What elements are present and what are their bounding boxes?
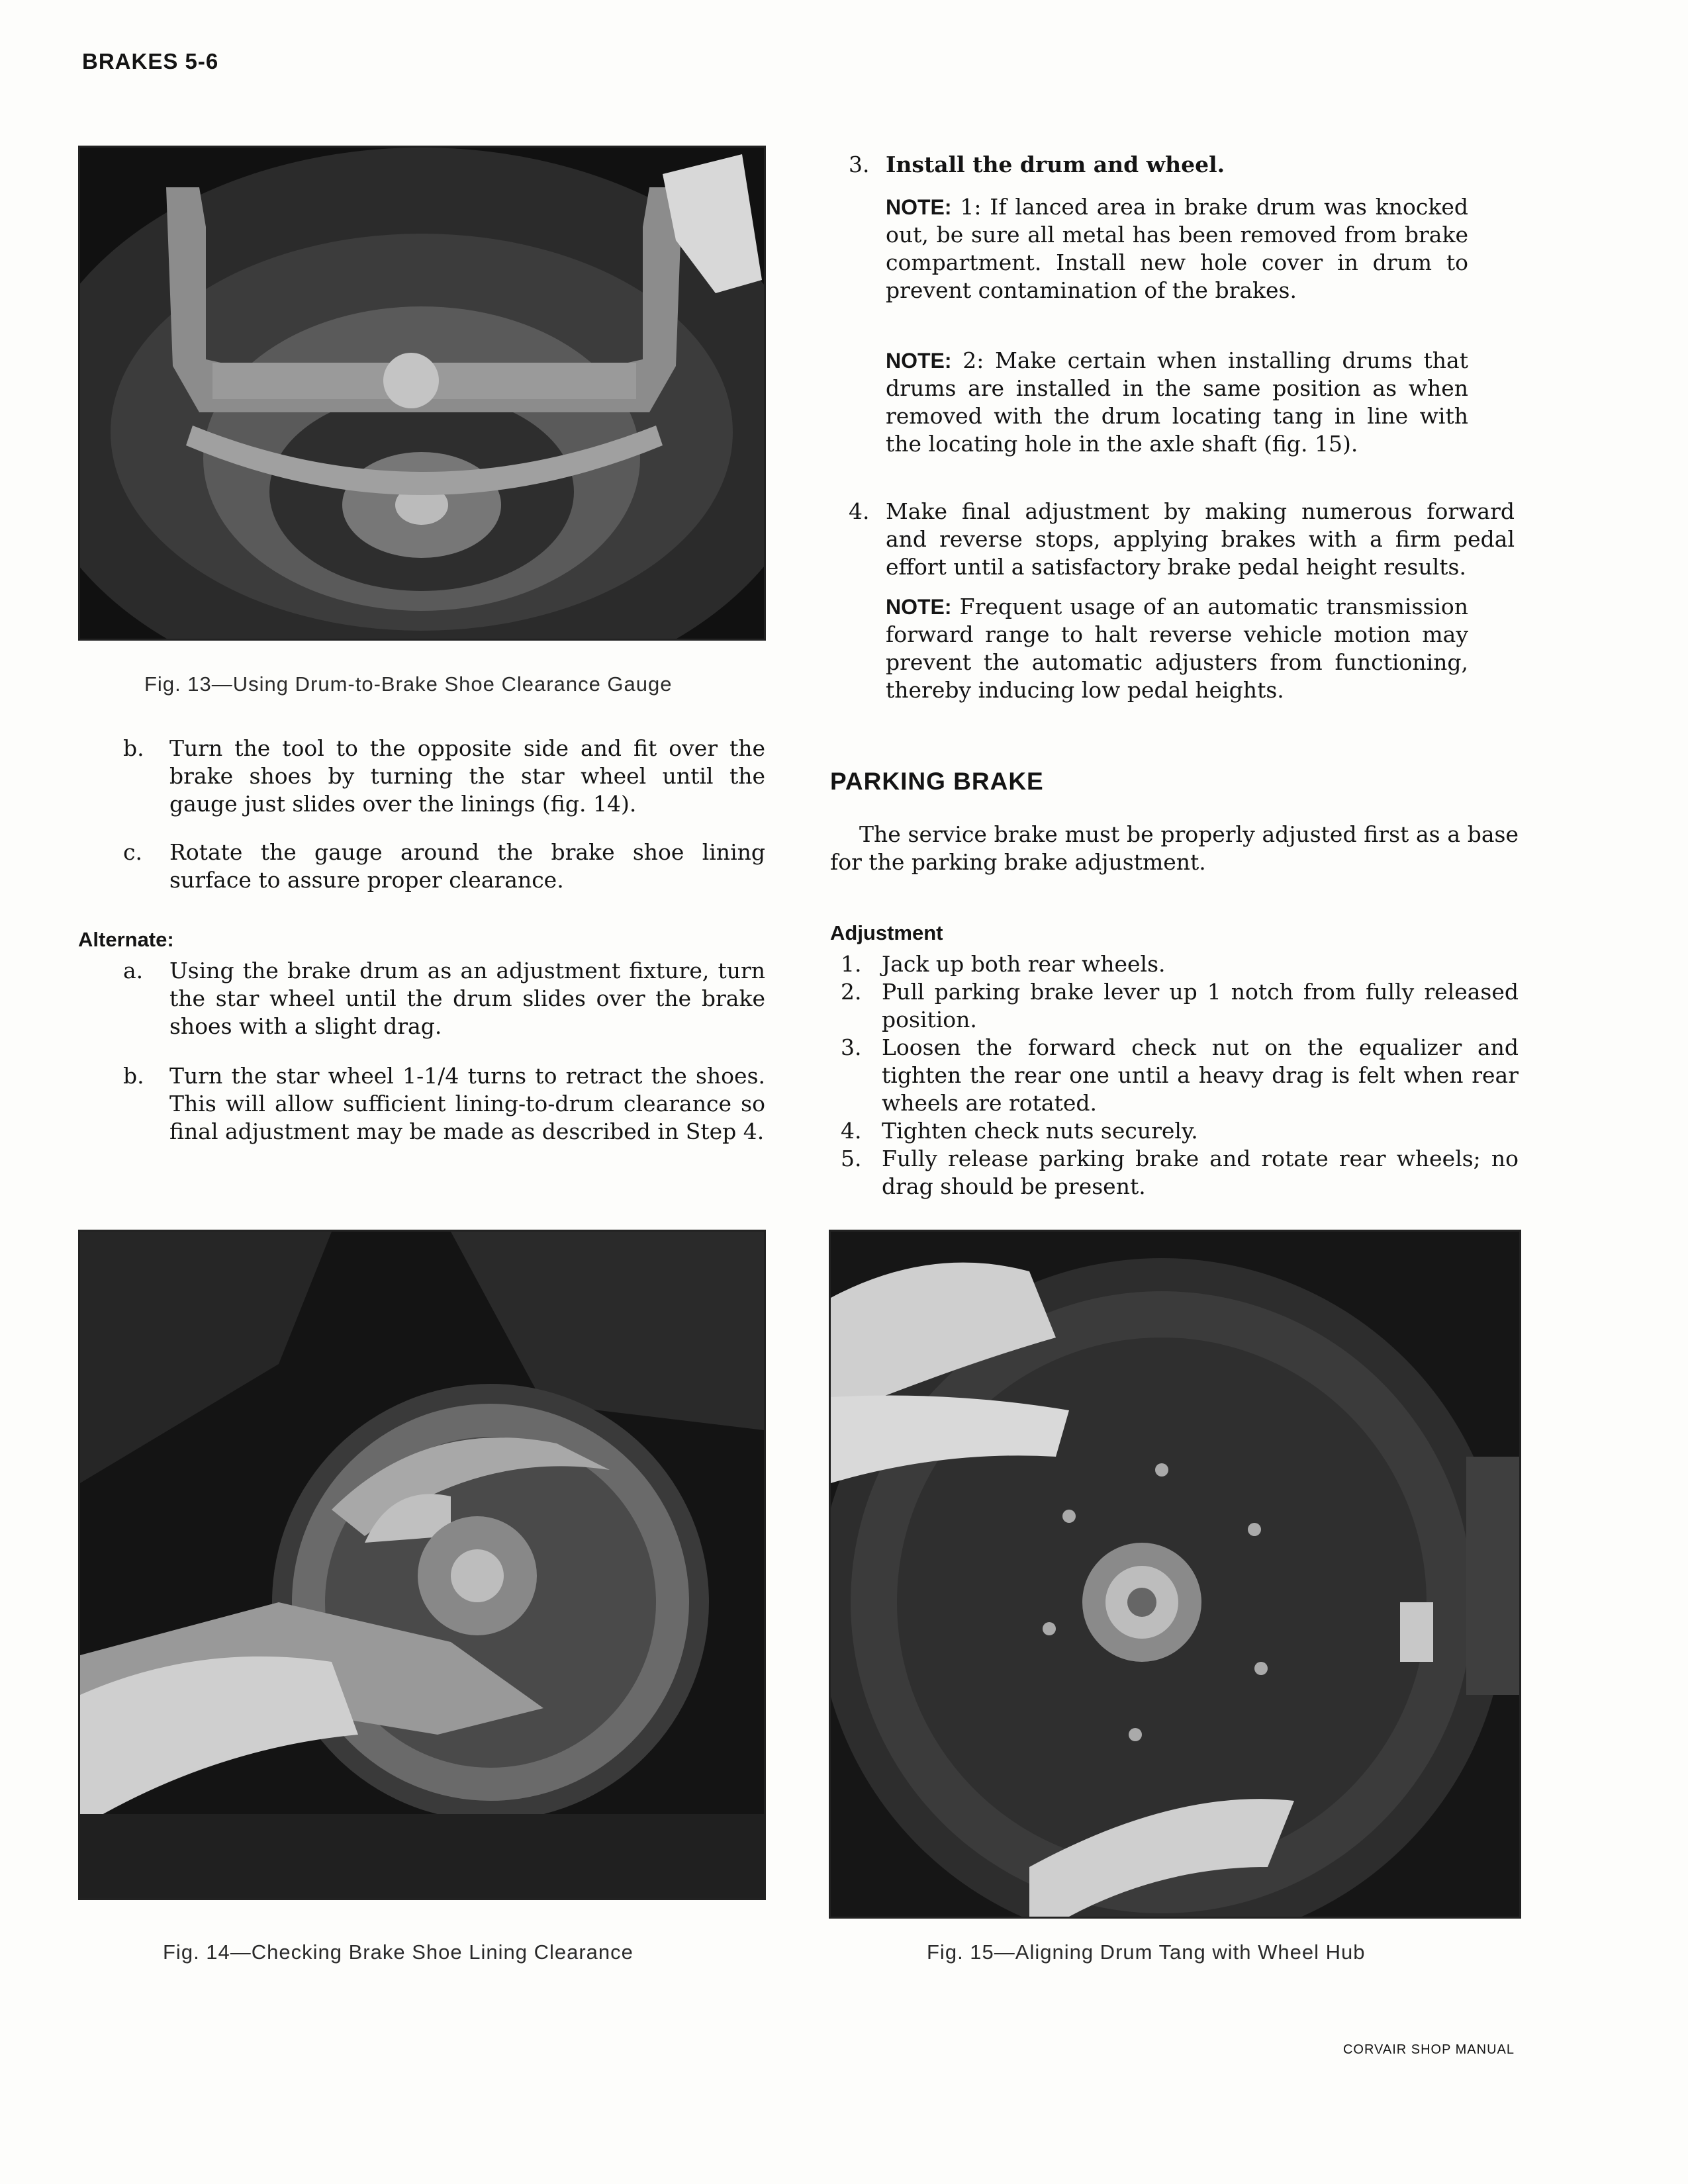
step-text: Make final adjustment by making numerous forward and reverse stops, applying brakes with a firm pedal effort until a satisfactory brake pedal height results. [886, 498, 1515, 580]
parking-intro-text: The service brake must be properly adjusted first as a base for the parking brake adjustment. [830, 821, 1519, 875]
fig14-caption: Fig. 14—Checking Brake Shoe Lining Clearance [163, 1940, 633, 1964]
step-marker: b. [123, 735, 144, 761]
step-text: Jack up both rear wheels. [882, 951, 1166, 977]
alternate-heading: Alternate: [78, 928, 174, 951]
step-c [123, 839, 765, 898]
adjustment-step-2 [841, 978, 1519, 1035]
step-marker: 4. [849, 498, 870, 524]
parking-intro [830, 821, 1519, 876]
step-text: Turn the tool to the opposite side and fit over the brake shoes by turning the star wheel until the gauge just slides over the linings (fig. 14). [169, 735, 765, 817]
step-marker: c. [123, 839, 142, 865]
adjustment-step-1 [841, 950, 1519, 979]
step-3 [849, 151, 1517, 180]
note-text: 2: Make certain when installing drums that drums are installed in the same position as when removed with the drum locating tang in line with the locating hole in the axle shaft (fig. 15). [886, 347, 1468, 457]
page-header: BRAKES 5-6 [82, 49, 219, 73]
step-text: Tighten check nuts securely. [882, 1118, 1198, 1144]
adjustment-step-4 [841, 1117, 1519, 1146]
note-text: 1: If lanced area in brake drum was knocked out, be sure all metal has been removed from brake compartment. Install new hole cover in drum to prevent contamination of the brakes. [886, 194, 1468, 303]
step-b [123, 735, 765, 821]
step-text: Rotate the gauge around the brake shoe lining surface to assure proper clearance. [169, 839, 765, 893]
note-1 [886, 193, 1468, 304]
step-text: Loosen the forward check nut on the equalizer and tighten the rear one until a heavy drag is felt when rear wheels are rotated. [882, 1034, 1519, 1116]
step-text: Install the drum and wheel. [886, 152, 1225, 177]
note-2 [886, 347, 1468, 458]
step-marker: 2. [841, 979, 862, 1005]
note-text: Frequent usage of an automatic transmission forward range to halt reverse vehicle motion may prevent the automatic adjusters from functioning, thereby inducing low pedal heights. [886, 594, 1468, 703]
parking-brake-heading: PARKING BRAKE [830, 768, 1044, 795]
step-marker: 5. [841, 1146, 862, 1171]
note-label: NOTE: [886, 595, 952, 619]
adjustment-step-5 [841, 1145, 1519, 1202]
alternate-step-b [123, 1062, 765, 1175]
alternate-step-a [123, 957, 765, 1043]
step-text: Fully release parking brake and rotate rear wheels; no drag should be present. [882, 1146, 1519, 1199]
fig13-caption: Fig. 13—Using Drum-to-Brake Shoe Clearance Gauge [144, 672, 673, 696]
step-marker: a. [123, 958, 144, 983]
fig15-caption: Fig. 15—Aligning Drum Tang with Wheel Hub [927, 1940, 1366, 1964]
step-marker: 4. [841, 1118, 862, 1144]
note-label: NOTE: [886, 349, 952, 373]
fig13-photo [78, 146, 766, 641]
adjustment-step-3 [841, 1034, 1519, 1118]
adjustment-heading: Adjustment [830, 921, 943, 944]
step-marker: 3. [849, 152, 870, 177]
step-text: Pull parking brake lever up 1 notch from fully released position. [882, 979, 1519, 1032]
step-4 [849, 498, 1517, 584]
step-text: Turn the star wheel 1-1/4 turns to retract the shoes. This will allow sufficient lining-to-drum clearance so final adjustment may be made as described in Step 4. [169, 1063, 765, 1144]
page-footer: CORVAIR SHOP MANUAL [1342, 2042, 1515, 2057]
step-marker: b. [123, 1063, 144, 1089]
step-text: Using the brake drum as an adjustment fixture, turn the star wheel until the drum slides over the brake shoes with a slight drag. [169, 958, 765, 1039]
step-marker: 1. [841, 951, 862, 977]
fig15-photo [829, 1230, 1521, 1919]
note-3 [886, 593, 1468, 704]
step-marker: 3. [841, 1034, 862, 1060]
note-label: NOTE: [886, 195, 952, 219]
fig14-photo [78, 1230, 766, 1900]
